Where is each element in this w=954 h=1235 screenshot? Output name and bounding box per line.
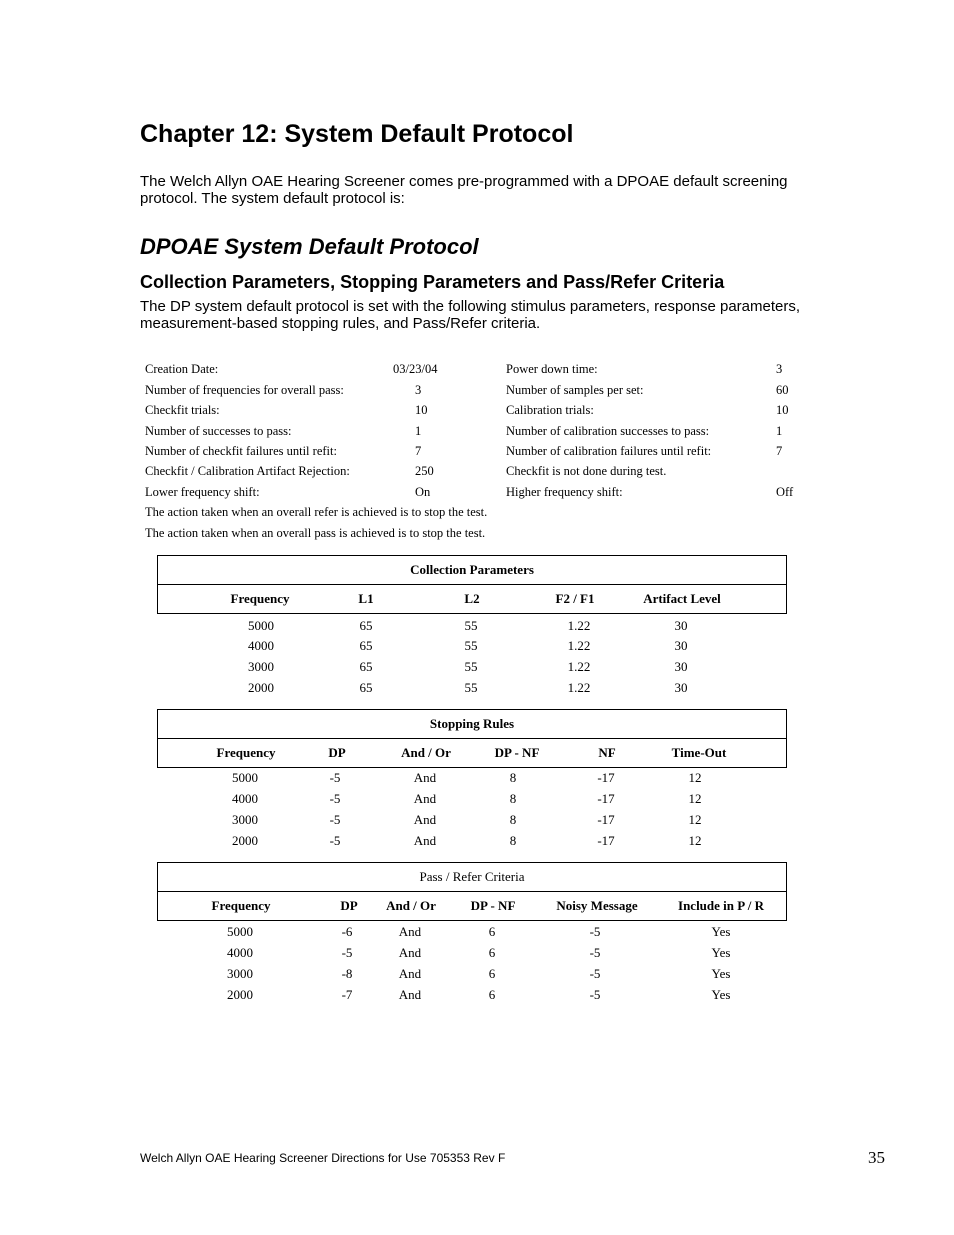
setting-value: 1 <box>776 424 783 438</box>
table-row <box>157 789 785 809</box>
table-cell: 8 <box>509 791 517 806</box>
setting-value: 7 <box>776 444 783 458</box>
table-cell: 6 <box>488 987 496 1002</box>
action-note: The action taken when an overall refer is achieved is to stop the test. <box>145 505 488 519</box>
table-cell: 5000 <box>227 924 253 939</box>
intro-paragraph: The Welch Allyn OAE Hearing Screener comes pre-programmed with a DPOAE default screening protocol. The system default protocol is: <box>140 173 788 207</box>
table-cell: And <box>398 966 422 981</box>
table-cell: 1.22 <box>567 618 591 633</box>
table-cell: 30 <box>674 659 688 674</box>
subsection-title: Collection Parameters, Stopping Parameters and Pass/Refer Criteria <box>140 272 725 292</box>
table-cell: 12 <box>688 833 702 848</box>
table-cell: 55 <box>464 618 478 633</box>
table-cell: -5 <box>329 791 341 806</box>
stopping-header-row <box>158 739 786 767</box>
table-cell: 12 <box>688 770 702 785</box>
setting-value: 60 <box>776 383 789 397</box>
column-header: And / Or <box>386 898 436 913</box>
chapter-title: Chapter 12: System Default Protocol <box>140 120 574 148</box>
table-cell: -5 <box>589 966 601 981</box>
table-cell: Yes <box>711 945 731 960</box>
table-cell: 3000 <box>232 812 258 827</box>
table-cell: Yes <box>711 966 731 981</box>
table-row <box>157 831 785 851</box>
table-cell: Yes <box>711 987 731 1002</box>
table-cell: Yes <box>711 924 731 939</box>
table-cell: -5 <box>589 987 601 1002</box>
column-header: F2 / F1 <box>555 591 595 606</box>
pass-refer-box <box>157 862 787 921</box>
setting-value: 03/23/04 <box>393 362 438 376</box>
collection-header-row <box>158 585 786 613</box>
table-cell: 5000 <box>248 618 274 633</box>
table-cell: 2000 <box>227 987 253 1002</box>
table-cell: 2000 <box>248 680 274 695</box>
table-cell: 4000 <box>248 638 274 653</box>
setting-label: Number of frequencies for overall pass: <box>145 383 344 397</box>
pass-refer-title: Pass / Refer Criteria <box>158 863 786 892</box>
setting-label: Checkfit / Calibration Artifact Rejection: <box>145 464 350 478</box>
table-cell: And <box>413 770 437 785</box>
table-cell: 8 <box>509 833 517 848</box>
stopping-rules-title: Stopping Rules <box>158 710 786 739</box>
table-cell: And <box>413 791 437 806</box>
table-cell: 55 <box>464 659 478 674</box>
table-row <box>157 678 785 698</box>
table-cell: 4000 <box>232 791 258 806</box>
column-header: NF <box>598 745 616 760</box>
setting-label: Number of successes to pass: <box>145 424 292 438</box>
table-cell: -6 <box>341 924 353 939</box>
subsection-paragraph: The DP system default protocol is set with the following stimulus parameters, response parameters, measurement-based stopping rules, and Pass/Refer criteria. <box>140 298 801 332</box>
table-cell: 65 <box>359 618 373 633</box>
setting-value: On <box>415 485 431 499</box>
setting-value: 10 <box>776 403 789 417</box>
table-cell: And <box>413 833 437 848</box>
table-row <box>157 964 785 984</box>
table-cell: -17 <box>597 812 615 827</box>
table-cell: 12 <box>688 791 702 806</box>
action-note: The action taken when an overall pass is achieved is to stop the test. <box>145 526 486 540</box>
table-cell: 30 <box>674 680 688 695</box>
table-cell: 6 <box>488 966 496 981</box>
column-header: Time-Out <box>671 745 727 760</box>
column-header: DP <box>328 745 346 760</box>
table-cell: 55 <box>464 680 478 695</box>
setting-label: Calibration trials: <box>506 403 594 417</box>
column-header: Noisy Message <box>556 898 638 913</box>
setting-label: Number of checkfit failures until refit: <box>145 444 337 458</box>
table-row <box>157 636 785 656</box>
collection-parameters-title: Collection Parameters <box>158 556 786 585</box>
setting-value: 1 <box>415 424 422 438</box>
collection-parameters-box <box>157 555 787 614</box>
setting-value: 10 <box>415 403 428 417</box>
table-cell: And <box>398 924 422 939</box>
table-cell: 12 <box>688 812 702 827</box>
column-header: DP <box>340 898 358 913</box>
table-cell: 1.22 <box>567 638 591 653</box>
table-cell: 8 <box>509 812 517 827</box>
table-cell: -5 <box>329 812 341 827</box>
table-cell: 1.22 <box>567 659 591 674</box>
table-cell: 5000 <box>232 770 258 785</box>
table-cell: -5 <box>589 945 601 960</box>
setting-label: Number of samples per set: <box>506 383 644 397</box>
setting-value: 7 <box>415 444 422 458</box>
setting-value: 3 <box>415 383 422 397</box>
setting-label: Creation Date: <box>145 362 219 376</box>
column-header: Include in P / R <box>678 898 764 913</box>
column-header: And / Or <box>401 745 451 760</box>
table-row <box>157 985 785 1005</box>
table-row <box>157 810 785 830</box>
table-cell: -17 <box>597 770 615 785</box>
table-cell: 65 <box>359 659 373 674</box>
table-row <box>157 616 785 636</box>
table-row <box>157 657 785 677</box>
table-cell: 6 <box>488 924 496 939</box>
table-cell: 8 <box>509 770 517 785</box>
table-cell: 30 <box>674 618 688 633</box>
column-header: L2 <box>464 591 480 606</box>
setting-label: Higher frequency shift: <box>506 485 623 499</box>
table-cell: -17 <box>597 791 615 806</box>
table-cell: 55 <box>464 638 478 653</box>
setting-value: Off <box>776 485 794 499</box>
setting-label: Lower frequency shift: <box>145 485 260 499</box>
table-cell: 3000 <box>227 966 253 981</box>
table-cell: 65 <box>359 680 373 695</box>
setting-label: Number of calibration successes to pass: <box>506 424 710 438</box>
page-footer: Welch Allyn OAE Hearing Screener Directions for Use 705353 Rev F <box>140 1151 506 1165</box>
stopping-rules-box <box>157 709 787 768</box>
table-cell: 6 <box>488 945 496 960</box>
table-cell: -5 <box>589 924 601 939</box>
table-cell: -8 <box>341 966 353 981</box>
table-cell: And <box>398 987 422 1002</box>
table-row <box>157 943 785 963</box>
table-cell: -5 <box>329 833 341 848</box>
table-cell: 30 <box>674 638 688 653</box>
column-header: Artifact Level <box>643 591 721 606</box>
table-cell: -5 <box>329 770 341 785</box>
column-header: DP - NF <box>494 745 540 760</box>
setting-label: Power down time: <box>506 362 598 376</box>
table-row <box>157 922 785 942</box>
pass-refer-header-row <box>158 892 786 920</box>
table-cell: 3000 <box>248 659 274 674</box>
setting-label: Number of calibration failures until refit: <box>506 444 712 458</box>
table-cell: 1.22 <box>567 680 591 695</box>
table-cell: -5 <box>341 945 353 960</box>
table-cell: And <box>413 812 437 827</box>
setting-label: Checkfit trials: <box>145 403 220 417</box>
setting-value: 3 <box>776 362 783 376</box>
page-number: 35 <box>868 1148 885 1167</box>
column-header: Frequency <box>216 745 276 760</box>
column-header: Frequency <box>230 591 290 606</box>
setting-value: 250 <box>415 464 434 478</box>
column-header: L1 <box>358 591 374 606</box>
table-cell: -7 <box>341 987 353 1002</box>
column-header: DP - NF <box>470 898 516 913</box>
table-cell: 2000 <box>232 833 258 848</box>
table-row <box>157 768 785 788</box>
table-cell: 4000 <box>227 945 253 960</box>
section-title: DPOAE System Default Protocol <box>140 234 479 259</box>
setting-note: Checkfit is not done during test. <box>506 464 667 478</box>
table-cell: 65 <box>359 638 373 653</box>
table-cell: And <box>398 945 422 960</box>
column-header: Frequency <box>211 898 271 913</box>
table-cell: -17 <box>597 833 615 848</box>
